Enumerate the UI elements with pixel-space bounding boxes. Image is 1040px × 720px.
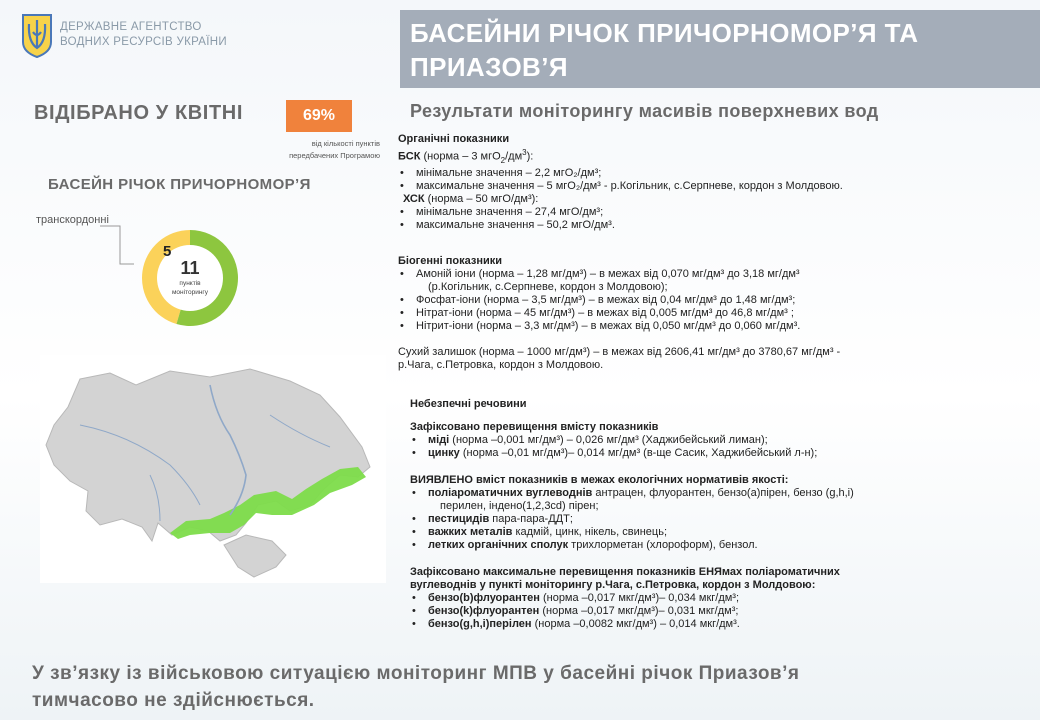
eco-item-pah-text: антрацен, флуорантен, бензо(а)пірен, бензо (g,h,i) [592,487,854,499]
exceed-item-zinc-name: цинку [428,447,460,459]
xsk-norm: (норма – 50 мгО/дм³): [424,192,539,205]
biogenic-item-nitrate: • Нітрат-іони (норма – 45 мг/дм³) – в межах від 0,005 мг/дм³ до 46,8 мг/дм³ ; [398,307,1018,320]
xsk-item-max: • максимальне значення – 50,2 мгО/дм³. [398,219,1018,232]
max-item-bbf-name: бензо(b)флуорантен [428,592,540,604]
biogenic-indicators-block [398,255,1018,333]
bsk-norm: (норма – 3 мгО [420,150,501,163]
organic-heading: Органічні показники [398,133,510,145]
sampled-percent-badge: 69% [286,100,352,132]
total-points-caption2: моніторингу [171,289,209,296]
agency-name-line2: ВОДНИХ РЕСУРСІВ УКРАЇНИ [60,36,227,48]
max-item-bbf-text: (норма –0,017 мкг/дм³)– 0,034 мкг/дм³; [539,592,740,604]
cross-border-leader-line [100,226,134,264]
bsk-name: БСК [398,150,421,163]
eco-item-pesticides-text: пара-пара-ДДТ; [489,513,573,525]
cross-border-count: 5 [163,243,172,260]
agency-name-line1: ДЕРЖАВНЕ АГЕНТСТВО [60,21,202,33]
bsk-item-min: • мінімальне значення – 2,2 мгО₂/дм³; [398,167,1018,180]
max-heading-line1: Зафіксовано максимальне перевищення показників ЕНЯмах поліароматичних [410,566,840,578]
agency-logo [20,12,280,60]
bsk-line: БСК (норма – 3 $мгО_2/дм^3$): [398,148,534,165]
eco-heading: ВИЯВЛЕНО вміст показників в межах екологічних нормативів якості: [410,474,789,486]
eco-item-voc-name: летких органічних сполук [428,539,569,551]
max-item-bbf [410,592,1030,605]
eco-item-voc [410,539,1030,552]
sampled-note [250,138,380,162]
dry-residue-line2: р.Чага, с.Петровка, кордон з Молдовою. [398,359,604,371]
exceed-item-zinc [410,447,1030,460]
biogenic-item-ammonium-cont: (р.Когільник, с.Серпневе, кордон з Молдовою); [428,281,668,293]
organic-indicators-block [398,133,1018,232]
total-points-caption1: пунктів [179,280,201,287]
xsk-item-min: • мінімальне значення – 27,4 мгО/дм³; [398,206,1018,219]
page-title-banner [400,10,1040,88]
eco-item-pesticides-name: пестицидів [428,513,490,525]
basin-title: БАСЕЙН РІЧОК ПРИЧОРНОМОР’Я [48,176,311,193]
total-points-count: 11 [180,258,200,278]
footer-line2: тимчасово не здійснюється. [32,690,315,711]
footer-line1: У зв’язку із військовою ситуацією моніторинг МПВ у басейні річок Приазов’я [32,663,800,684]
page-title-line2: ПРИАЗОВ’Я [410,52,568,82]
biogenic-item-phosphate: • Фосфат-іони (норма – 3,5 мг/дм³) – в межах від 0,04 мг/дм³ до 1,48 мг/дм³; [398,294,1018,307]
ukraine-basin-map [40,355,386,583]
max-item-bghip-name: бензо(g,h,i)перілен [428,618,532,630]
max-item-bghip [410,618,1030,631]
monitoring-points-donut [100,218,260,338]
eco-item-metals-name: важких металів [428,526,513,538]
eco-item-voc-text: трихлорметан (хлороформ), бензол. [568,539,758,551]
exceed-item-copper [410,434,1030,447]
sampled-label: ВІДІБРАНО У КВІТНІ [34,102,243,124]
dry-residue-block [398,346,1018,372]
max-item-bkf [410,605,1030,618]
hazard-heading: Небезпечні речовини [410,398,527,410]
eco-item-pah-name: поліароматичних вуглеводнів [428,487,593,499]
page-title-line1: БАСЕЙНИ РІЧОК ПРИЧОРНОМОР’Я ТА [410,18,919,48]
eco-item-metals-text: кадмій, цинк, нікель, свинець; [512,526,667,538]
biogenic-item-nitrite: • Нітрит-іони (норма – 3,3 мг/дм³) – в межах від 0,050 мг/дм³ до 0,060 мг/дм³. [398,320,1018,333]
trident-emblem-icon [20,12,54,58]
dry-residue-line1: Сухий залишок (норма – 1000 мг/дм³) – в межах від 2606,41 мг/дм³ до 3780,67 мг/дм³ - [398,346,841,358]
sampled-note-line1: від кількості пунктів [311,139,380,148]
max-item-bghip-text: (норма –0,0082 мкг/дм³) – 0,014 мкг/дм³. [531,618,740,630]
exceed-item-copper-text: (норма –0,001 мг/дм³) – 0,026 мг/дм³ (Хаджибейський лиман); [449,434,768,446]
exceed-item-copper-name: міді [428,434,450,446]
eco-item-pah-cont: перилен, індено(1,2,3cd) пірен; [440,500,599,512]
exceed-heading: Зафіксовано перевищення вмісту показників [410,421,659,433]
cross-border-label: транскордонні [36,214,109,226]
bsk-item-max: • максимальне значення – 5 мгО₂/дм³ - р.Когільник, с.Серпневе, кордон з Молдовою. [398,180,1018,193]
footer-notice [32,660,1022,714]
eco-item-metals [410,526,1030,539]
max-item-bkf-text: (норма –0,017 мкг/дм³)– 0,031 мкг/дм³; [539,605,739,617]
hazardous-substances-block [410,398,1030,631]
eco-item-pah [410,487,1030,500]
biogenic-item-ammonium: • Амоній іони (норма – 1,28 мг/дм³) – в межах від 0,070 мг/дм³ до 3,18 мг/дм³ [398,268,1018,281]
sampled-note-line2: передбачених Програмою [289,151,380,160]
biogenic-heading: Біогенні показники [398,255,503,267]
results-title: Результати моніторингу масивів поверхневих вод [410,101,879,121]
exceed-item-zinc-text: (норма –0,01 мг/дм³)– 0,014 мг/дм³ (в-ще Сасик, Хаджибейський л-н); [459,447,818,459]
max-heading-line2: вуглеводнів у пункті моніторингу р.Чага, с.Петровка, кордон з Молдовою: [410,579,816,591]
eco-item-pesticides [410,513,1030,526]
max-item-bkf-name: бензо(k)флуорантен [428,605,540,617]
xsk-name: ХСК [403,192,425,205]
